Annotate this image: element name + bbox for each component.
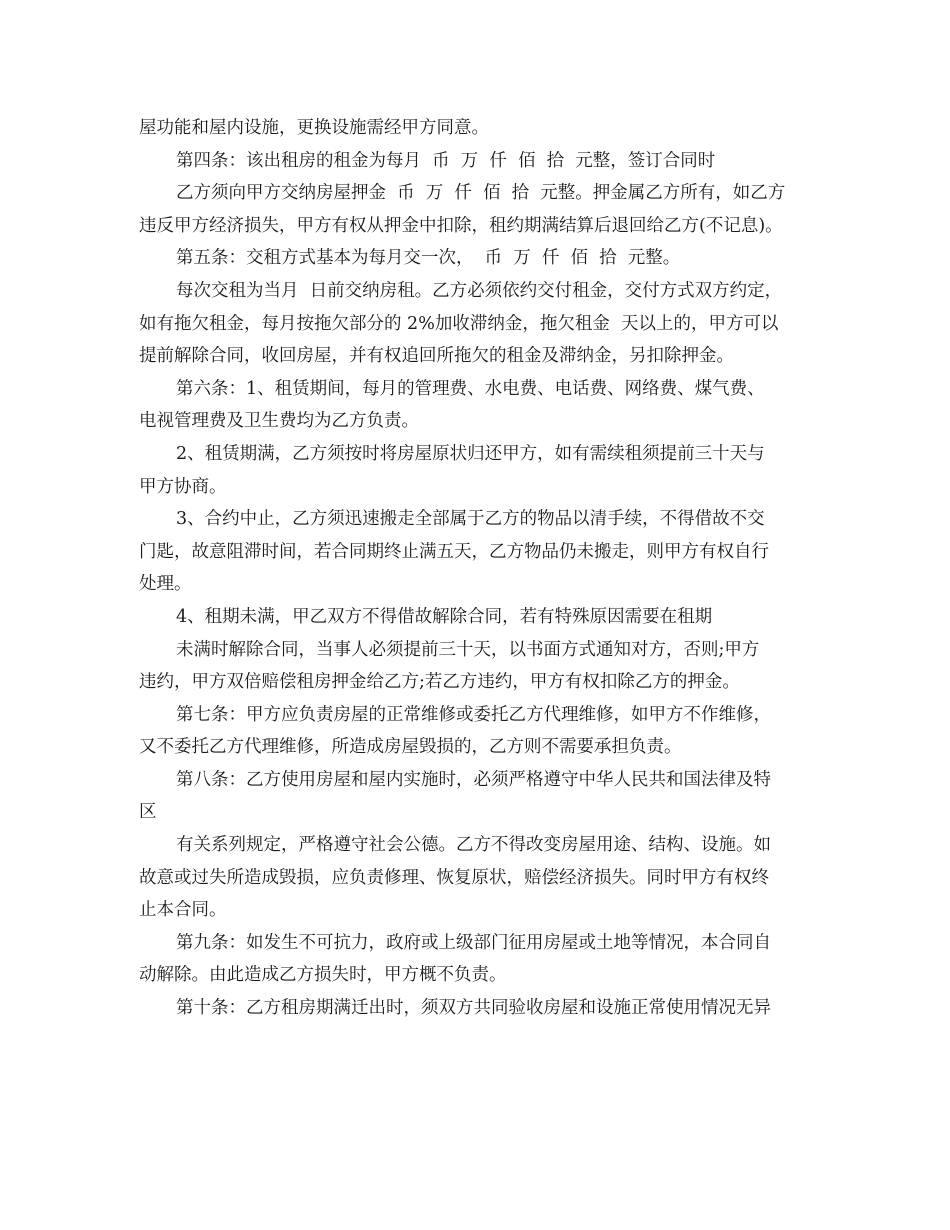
text-line: 区 [139, 802, 157, 823]
text-line: 电视管理费及卫生费均为乙方负责。 [139, 411, 419, 432]
text-line: 第八条：乙方使用房屋和屋内实施时，必须严格遵守中华人民共和国法律及特 [176, 769, 771, 790]
text-line: 门匙，故意阻滞时间，若合同期终止满五天，乙方物品仍未搬走，则甲方有权自行 [139, 541, 769, 562]
text-line: 违反甲方经济损失，甲方有权从押金中扣除，租约期满结算后退回给乙方(不记息)。 [139, 215, 783, 236]
text-line: 又不委托乙方代理维修，所造成房屋毁损的，乙方则不需要承担负责。 [139, 737, 682, 758]
text-line: 提前解除合同，收回房屋，并有权追回所拖欠的租金及滞纳金，另扣除押金。 [139, 346, 734, 367]
contract-body-text [139, 112, 819, 1025]
text-line: 止本合同。 [139, 900, 227, 921]
text-line: 第九条：如发生不可抗力，政府或上级部门征用房屋或土地等情况，本合同自 [176, 932, 771, 953]
text-line: 如有拖欠租金，每月按拖欠部分的 2%加收滞纳金，拖欠租金 天以上的，甲方可以 [139, 313, 779, 334]
text-line: 有关系列规定，严格遵守社会公德。乙方不得改变房屋用途、结构、设施。如 [176, 835, 771, 856]
text-line: 故意或过失所造成毁损，应负责修理、恢复原状，赔偿经济损失。同时甲方有权终 [139, 867, 769, 888]
text-line: 第五条：交租方式基本为每月交一次， 币 万 仟 佰 拾 元整。 [176, 248, 681, 269]
text-line: 乙方须向甲方交纳房屋押金 币 万 仟 佰 拾 元整。押金属乙方所有，如乙方 [176, 183, 786, 204]
text-line: 每次交租为当月 日前交纳房租。乙方必须依约交付租金，交付方式双方约定， [176, 280, 783, 301]
text-line: 处理。 [139, 574, 192, 595]
text-line: 3、合约中止，乙方须迅速搬走全部属于乙方的物品以清手续，不得借故不交 [176, 509, 765, 530]
text-line: 第七条：甲方应负责房屋的正常维修或委托乙方代理维修，如甲方不作维修， [176, 704, 771, 725]
text-line: 屋功能和屋内设施，更换设施需经甲方同意。 [139, 118, 489, 138]
text-line: 2、租赁期满，乙方须按时将房屋原状归还甲方，如有需续租须提前三十天与 [176, 443, 765, 464]
text-line: 第十条：乙方租房期满迁出时，须双方共同验收房屋和设施正常使用情况无异 [176, 998, 771, 1019]
text-line: 未满时解除合同，当事人必须提前三十天，以书面方式通知对方，否则;甲方 [176, 639, 760, 660]
text-line: 违约，甲方双倍赔偿租房押金给乙方;若乙方违约，甲方有权扣除乙方的押金。 [139, 672, 740, 693]
text-line: 动解除。由此造成乙方损失时，甲方概不负责。 [139, 965, 507, 986]
text-line: 4、租期未满，甲乙双方不得借故解除合同，若有特殊原因需要在租期 [176, 606, 713, 627]
text-line: 第四条：该出租房的租金为每月 币 万 仟 佰 拾 元整，签订合同时 [176, 150, 716, 171]
text-line: 第六条：1、租赁期间，每月的管理费、水电费、电话费、网络费、煤气费、 [176, 378, 765, 399]
text-line: 甲方协商。 [139, 476, 227, 497]
